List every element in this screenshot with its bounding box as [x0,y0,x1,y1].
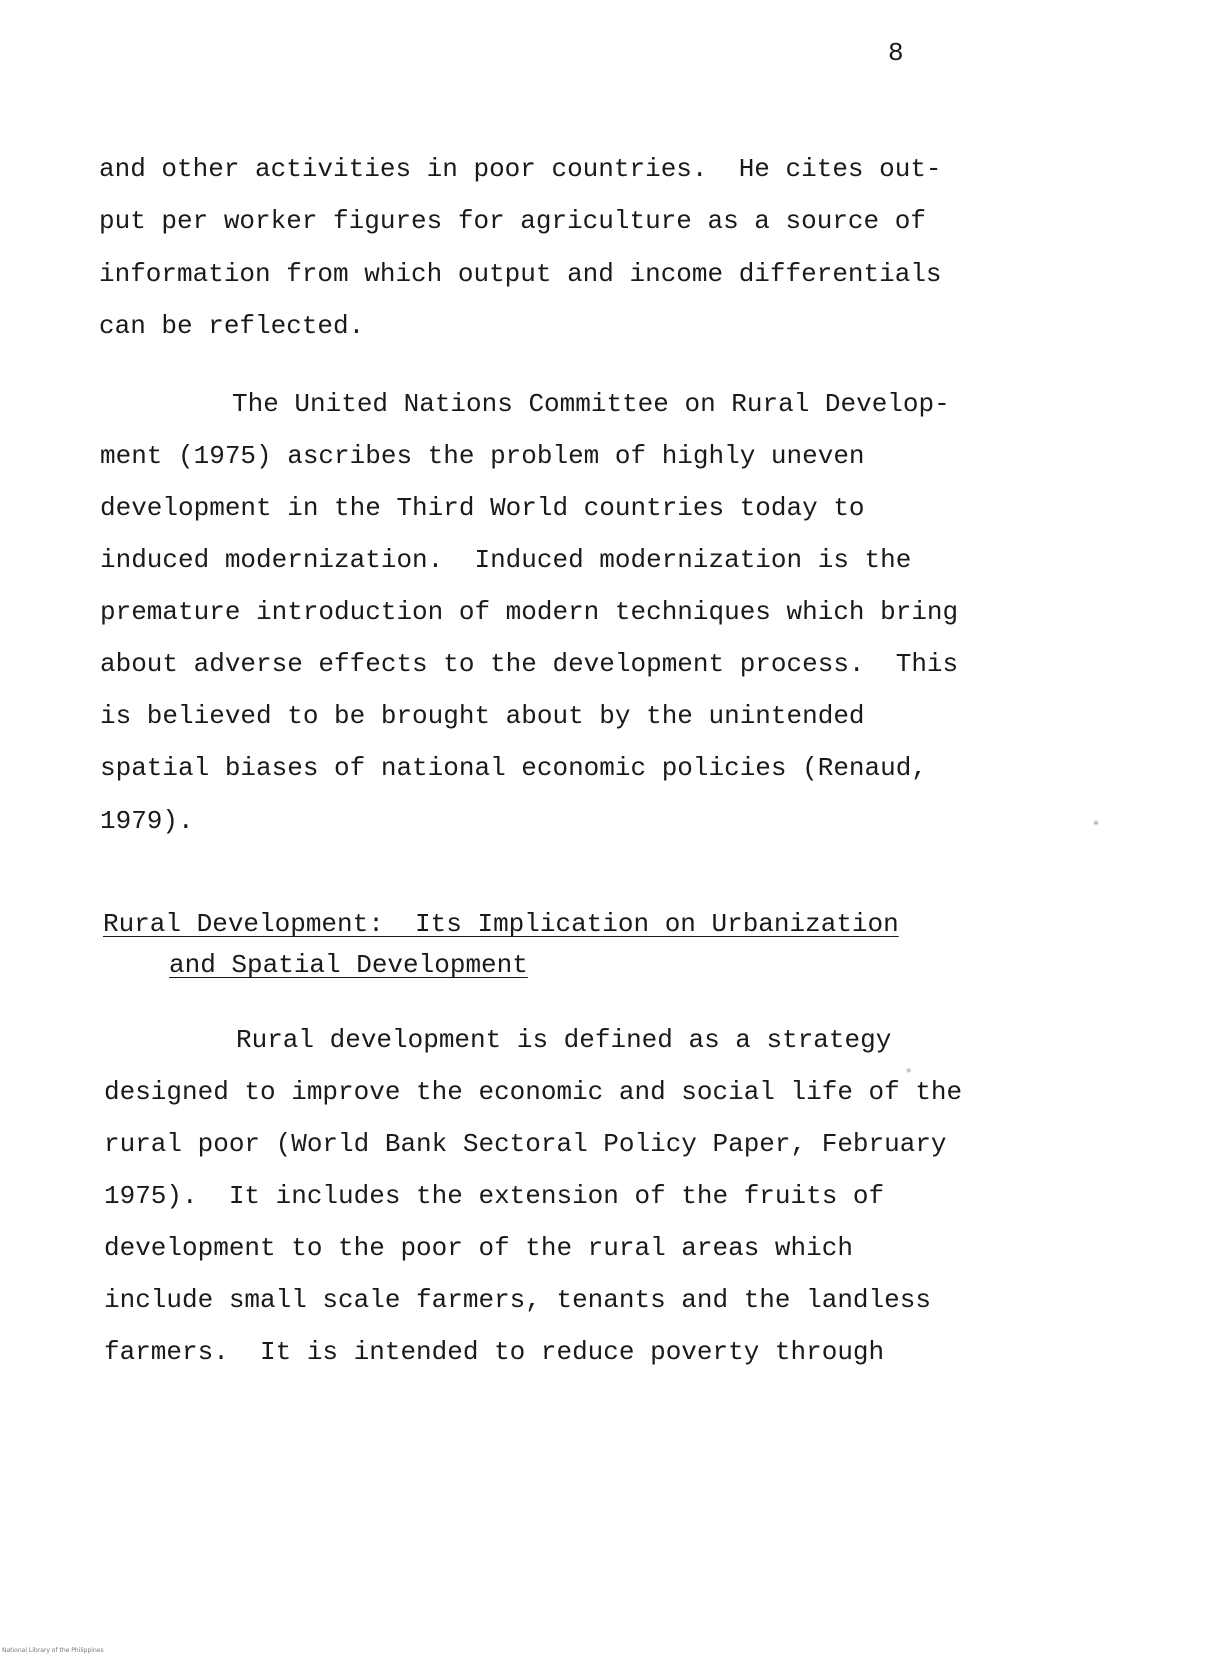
paragraph-line: about adverse effects to the development process. This [100,649,959,679]
paragraph-line: development in the Third World countries today to [100,493,865,523]
paragraph-line: information from which output and income differentials [99,259,942,289]
paragraph-line: can be reflected. [99,311,365,341]
paragraph-line: Rural development is defined as a strategy [236,1025,892,1055]
paragraph-line: put per worker figures for agriculture as a source of [99,206,926,236]
section-heading-line: Rural Development: Its Implication on Urbanization [103,909,899,939]
paragraph-line: designed to improve the economic and social life of the [104,1077,963,1107]
paragraph-line: induced modernization. Induced modernization is the [100,545,912,575]
scan-speck: * [906,1066,912,1079]
paragraph-line: farmers. It is intended to reduce poverty through [104,1337,885,1367]
paragraph-line: The United Nations Committee on Rural Develop- [232,389,950,419]
section-heading-line: and Spatial Development [169,950,528,980]
paragraph-line: spatial biases of national economic policies (Renaud, [100,753,927,783]
page-number: 8 [888,38,904,68]
paragraph-line: premature introduction of modern techniques which bring [100,597,959,627]
paragraph-line: ment (1975) ascribes the problem of highly uneven [100,441,865,471]
paragraph-line: development to the poor of the rural areas which [104,1233,853,1263]
paragraph-line: rural poor (World Bank Sectoral Policy Paper, February [104,1129,947,1159]
paragraph-line: include small scale farmers, tenants and the landless [104,1285,931,1315]
scan-footer: National Library of the Philippines [2,1647,104,1654]
paragraph-line: 1979). [100,806,194,836]
scan-speck: * [1093,818,1099,832]
paragraph-line: 1975). It includes the extension of the fruits of [104,1181,885,1211]
paragraph-line: is believed to be brought about by the unintended [100,701,865,731]
paragraph-line: and other activities in poor countries. He cites out- [99,154,942,184]
